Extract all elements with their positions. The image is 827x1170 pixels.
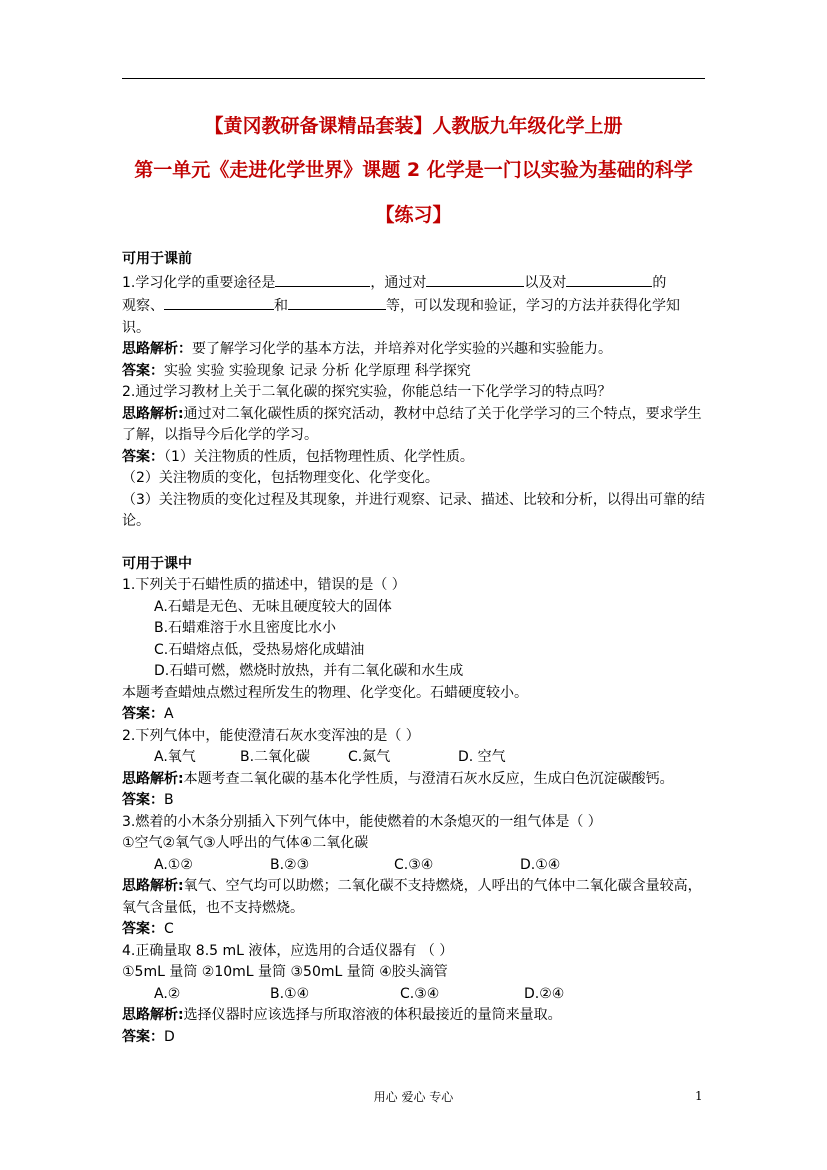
s1-q1-answer bbox=[122, 361, 707, 383]
fill-blank-4[interactable] bbox=[164, 294, 274, 310]
answer-label: 答案： bbox=[122, 1028, 164, 1045]
s2-q2-analysis bbox=[122, 769, 707, 791]
section-heading-before-class: 可用于课前 bbox=[122, 251, 192, 267]
analysis-label: 思路解析： bbox=[122, 341, 192, 357]
analysis-text: 氧气、空气均可以助燃；二氧化碳不支持燃烧，人呼出的气体中二氧化碳含量较高，氧气含量低，也不支持燃烧。 bbox=[122, 878, 702, 916]
s2-q4-option-c: C.③④ bbox=[400, 985, 440, 1002]
answer-label: 答案： bbox=[122, 448, 164, 465]
s1-q2-answer bbox=[122, 447, 707, 469]
page-footer: 用心 爱心 专心 bbox=[373, 1090, 454, 1104]
s2-q4-options bbox=[122, 984, 707, 1006]
s2-q3-text: 3.燃着的小木条分别插入下列气体中，能使燃着的木条熄灭的一组气体是（ ） bbox=[122, 813, 602, 830]
s2-q2-option-b: B.二氧化碳 bbox=[240, 749, 311, 765]
s1-q1-part-d: 的 bbox=[652, 274, 667, 291]
analysis-text: 要了解学习化学的基本方法，并培养对化学实验的兴趣和实验能力。 bbox=[192, 341, 612, 357]
s1-q2-answer-3: （3）关注物质的变化过程及其现象，并进行观察、记录、描述、比较和分析，以得出可靠的结论。 bbox=[122, 491, 705, 529]
fill-blank-3[interactable] bbox=[566, 271, 652, 287]
fill-blank-1[interactable] bbox=[275, 271, 370, 287]
answer-text: 实验 实验 实验现象 记录 分析 化学原理 科学探究 bbox=[164, 362, 471, 379]
s2-q1-text: 1.下列关于石蜡性质的描述中，错误的是（ ） bbox=[122, 577, 406, 593]
fill-blank-2[interactable] bbox=[426, 271, 524, 287]
s1-q2-answer-2: （2）关注物质的变化，包括物理变化、化学变化。 bbox=[122, 470, 439, 486]
s2-q3-analysis bbox=[122, 876, 707, 919]
answer-label: 答案： bbox=[122, 921, 164, 937]
s2-q3-options bbox=[122, 855, 707, 877]
s2-q1-option-c: C.石蜡熔点低，受热易熔化成蜡油 bbox=[154, 641, 365, 658]
s2-q3-option-d: D.①④ bbox=[520, 856, 561, 873]
answer-text: （1）关注物质的性质，包括物理性质、化学性质。 bbox=[164, 448, 474, 465]
s1-q1-part-f: 和 bbox=[274, 298, 288, 314]
s2-q3-option-a: A.①② bbox=[154, 856, 193, 873]
s2-q4-option-a: A.② bbox=[154, 985, 181, 1002]
s2-q1-answer bbox=[122, 704, 707, 726]
s2-q4-items: ①5mL 量筒 ②10mL 量筒 ③50mL 量筒 ④胶头滴管 bbox=[122, 964, 448, 980]
answer-text: D bbox=[164, 1028, 175, 1045]
title-line-3: 【练习】 bbox=[375, 204, 452, 226]
s2-q4-option-b: B.①④ bbox=[270, 985, 310, 1002]
s2-q1-analysis: 本题考查蜡烛点燃过程所发生的物理、化学变化。石蜡硬度较小。 bbox=[122, 684, 528, 701]
section-heading-in-class: 可用于课中 bbox=[122, 555, 192, 572]
analysis-label: 思路解析: bbox=[122, 770, 184, 787]
s2-q4-option-d: D.②④ bbox=[524, 985, 565, 1002]
analysis-text: 通过对二氧化碳性质的探究活动，教材中总结了关于化学学习的三个特点，要求学生了解，以指导今后化学的学习。 bbox=[122, 405, 702, 443]
s1-q1-part-b: ，通过对 bbox=[370, 274, 427, 291]
s1-q1-text bbox=[122, 271, 707, 340]
analysis-label: 思路解析: bbox=[122, 878, 184, 894]
answer-text: C bbox=[164, 921, 174, 937]
s2-q2-answer bbox=[122, 790, 707, 812]
s1-q2-text: 2.通过学习教材上关于二氧化碳的探究实验，你能总结一下化学学习的特点吗？ bbox=[122, 384, 612, 400]
title-line-2: 第一单元《走进化学世界》课题 2 化学是一门以实验为基础的科学 bbox=[134, 159, 693, 181]
page-number: 1 bbox=[695, 1089, 703, 1103]
s2-q4-answer bbox=[122, 1027, 707, 1049]
s2-q1-option-d: D.石蜡可燃，燃烧时放热，并有二氧化碳和水生成 bbox=[154, 663, 464, 679]
s2-q2-option-d: D. 空气 bbox=[458, 749, 506, 765]
section-gap bbox=[122, 533, 707, 554]
document-body bbox=[122, 249, 707, 1048]
s1-q1-part-e: 观察、 bbox=[122, 298, 164, 314]
s2-q3-answer bbox=[122, 919, 707, 941]
s2-q2-option-c: C.氮气 bbox=[348, 749, 391, 765]
analysis-label: 思路解析: bbox=[122, 405, 184, 422]
s1-q1-part-g: 等，可以发现和验证，学习的方法并获得化学知识。 bbox=[122, 298, 680, 336]
s1-q2-analysis bbox=[122, 404, 707, 447]
s2-q2-options bbox=[122, 747, 707, 769]
s1-q1-part-a: 1.学习化学的重要途径是 bbox=[122, 274, 276, 291]
answer-label: 答案： bbox=[122, 792, 164, 808]
s2-q3-option-b: B.②③ bbox=[270, 856, 310, 873]
answer-text: B bbox=[164, 792, 174, 808]
s2-q4-text: 4.正确量取 8.5 mL 液体，应选用的合适仪器有 （ ） bbox=[122, 942, 454, 959]
analysis-label: 思路解析: bbox=[122, 1007, 184, 1023]
s2-q1-option-b: B.石蜡难溶于水且密度比水小 bbox=[154, 620, 337, 636]
s2-q3-option-c: C.③④ bbox=[394, 856, 434, 873]
s2-q2-option-a: A.氧气 bbox=[154, 749, 196, 765]
s2-q1-option-a: A.石蜡是无色、无味且硬度较大的固体 bbox=[154, 598, 392, 615]
answer-text: A bbox=[164, 706, 174, 722]
analysis-text: 选择仪器时应该选择与所取溶液的体积最接近的量筒来量取。 bbox=[183, 1007, 562, 1023]
title-line-1: 【黄冈教研备课精品套装】人教版九年级化学上册 bbox=[204, 115, 623, 137]
s2-q2-text: 2.下列气体中，能使澄清石灰水变浑浊的是（ ） bbox=[122, 727, 420, 744]
fill-blank-5[interactable] bbox=[288, 294, 386, 310]
s1-q1-part-c: 以及对 bbox=[524, 274, 567, 291]
s2-q3-items: ①空气②氧气③人呼出的气体④二氧化碳 bbox=[122, 835, 369, 851]
s1-q1-analysis bbox=[122, 339, 707, 361]
answer-label: 答案： bbox=[122, 706, 164, 722]
analysis-text: 本题考查二氧化碳的基本化学性质，与澄清石灰水反应，生成白色沉淀碳酸钙。 bbox=[183, 770, 674, 787]
answer-label: 答案： bbox=[122, 362, 164, 379]
s2-q4-analysis bbox=[122, 1005, 707, 1027]
header-rule bbox=[122, 78, 705, 79]
